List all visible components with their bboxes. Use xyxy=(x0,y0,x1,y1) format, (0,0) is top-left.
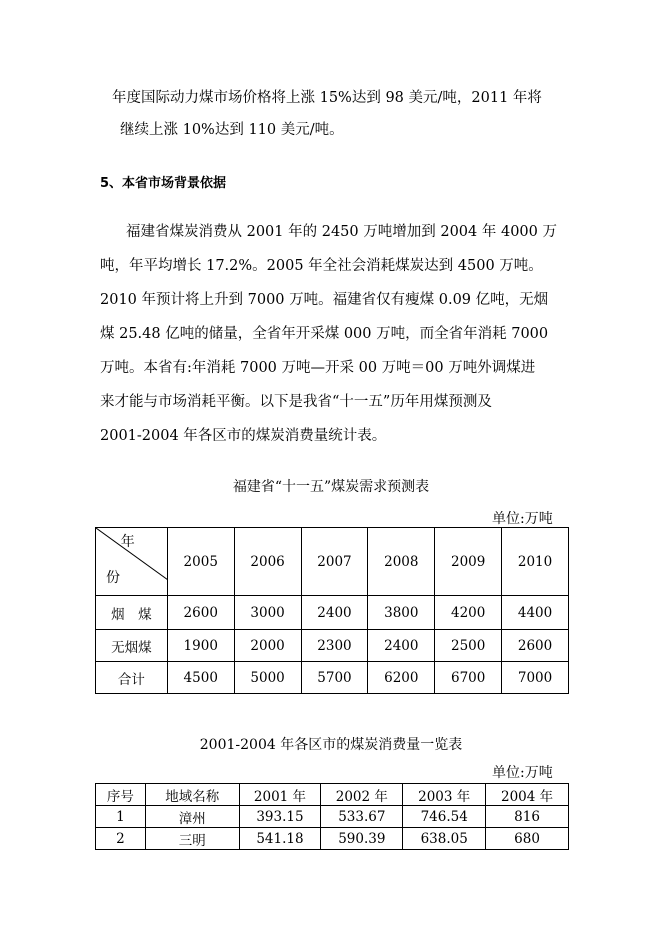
value-cell: 2000 xyxy=(234,630,301,662)
row-label: 合计 xyxy=(96,662,168,694)
paragraph-line: 2001-2004 年各区市的煤炭消费量统计表。 xyxy=(100,428,387,444)
paragraph-line: 2010 年预计将上升到 7000 万吨。福建省仅有瘦煤 0.09 亿吨，无烟 xyxy=(100,292,549,308)
table-cell: 393.15 xyxy=(239,806,321,828)
coal-forecast-table xyxy=(95,527,569,694)
value-cell: 2600 xyxy=(502,630,569,662)
row-label: 无烟煤 xyxy=(96,630,168,662)
table-cell: 533.67 xyxy=(321,806,403,828)
table-cell: 541.18 xyxy=(239,828,321,850)
table-cell: 2 xyxy=(96,828,146,850)
paragraph-line: 吨，年平均增长 17.2%。2005 年全社会消耗煤炭达到 4500 万吨。 xyxy=(100,258,543,274)
table-cell: 三明 xyxy=(145,828,239,850)
corner-header-cell xyxy=(96,528,168,596)
value-cell: 2500 xyxy=(435,630,502,662)
column-header: 2003 年 xyxy=(403,784,486,806)
table-cell: 638.05 xyxy=(403,828,486,850)
column-header: 2002 年 xyxy=(321,784,403,806)
value-cell: 2400 xyxy=(368,630,435,662)
value-cell: 4200 xyxy=(435,596,502,630)
section-heading: 5、本省市场背景依据 xyxy=(100,176,227,191)
column-header: 地域名称 xyxy=(145,784,239,806)
year-header: 2009 xyxy=(435,528,502,596)
column-header: 序号 xyxy=(96,784,146,806)
paragraph-line: 继续上涨 10%达到 110 美元/吨。 xyxy=(120,122,344,138)
table1-title: 福建省“十一五”煤炭需求预测表 xyxy=(232,479,430,495)
value-cell: 4400 xyxy=(502,596,569,630)
table1-unit: 单位:万吨 xyxy=(492,511,553,527)
table-row xyxy=(96,806,569,828)
year-header: 2005 xyxy=(167,528,234,596)
table-cell: 590.39 xyxy=(321,828,403,850)
corner-year-label: 年 xyxy=(120,534,135,550)
table-cell: 816 xyxy=(486,806,569,828)
value-cell: 5000 xyxy=(234,662,301,694)
value-cell: 4500 xyxy=(167,662,234,694)
table-row xyxy=(96,596,569,630)
value-cell: 7000 xyxy=(502,662,569,694)
year-header: 2007 xyxy=(301,528,368,596)
year-header: 2006 xyxy=(234,528,301,596)
paragraph-line: 煤 25.48 亿吨的储量，全省年开采煤 000 万吨，而全省年消耗 7000 xyxy=(100,326,549,342)
table-row xyxy=(96,828,569,850)
corner-fen-label: 份 xyxy=(106,570,120,586)
column-header: 2004 年 xyxy=(486,784,569,806)
paragraph-line: 福建省煤炭消费从 2001 年的 2450 万吨增加到 2004 年 4000 万 xyxy=(126,224,557,240)
paragraph-line: 来才能与市场消耗平衡。以下是我省“十一五”历年用煤预测及 xyxy=(100,394,492,410)
table-cell: 746.54 xyxy=(403,806,486,828)
value-cell: 1900 xyxy=(167,630,234,662)
table-row xyxy=(96,662,569,694)
value-cell: 5700 xyxy=(301,662,368,694)
value-cell: 2400 xyxy=(301,596,368,630)
year-header: 2008 xyxy=(368,528,435,596)
table2-unit: 单位:万吨 xyxy=(492,765,553,781)
table-row xyxy=(96,630,569,662)
table2-title: 2001-2004 年各区市的煤炭消费量一览表 xyxy=(199,737,463,753)
row-label: 烟 煤 xyxy=(96,596,168,630)
region-consumption-table xyxy=(95,783,569,850)
value-cell: 3800 xyxy=(368,596,435,630)
table-cell: 680 xyxy=(486,828,569,850)
value-cell: 2300 xyxy=(301,630,368,662)
column-header: 2001 年 xyxy=(239,784,321,806)
value-cell: 2600 xyxy=(167,596,234,630)
table-cell: 漳州 xyxy=(145,806,239,828)
value-cell: 6700 xyxy=(435,662,502,694)
paragraph-line: 万吨。本省有:年消耗 7000 万吨—开采 00 万吨＝00 万吨外调煤进 xyxy=(100,360,536,376)
paragraph-line: 年度国际动力煤市场价格将上涨 15%达到 98 美元/吨，2011 年将 xyxy=(112,90,542,106)
year-header: 2010 xyxy=(502,528,569,596)
value-cell: 3000 xyxy=(234,596,301,630)
table-cell: 1 xyxy=(96,806,146,828)
value-cell: 6200 xyxy=(368,662,435,694)
